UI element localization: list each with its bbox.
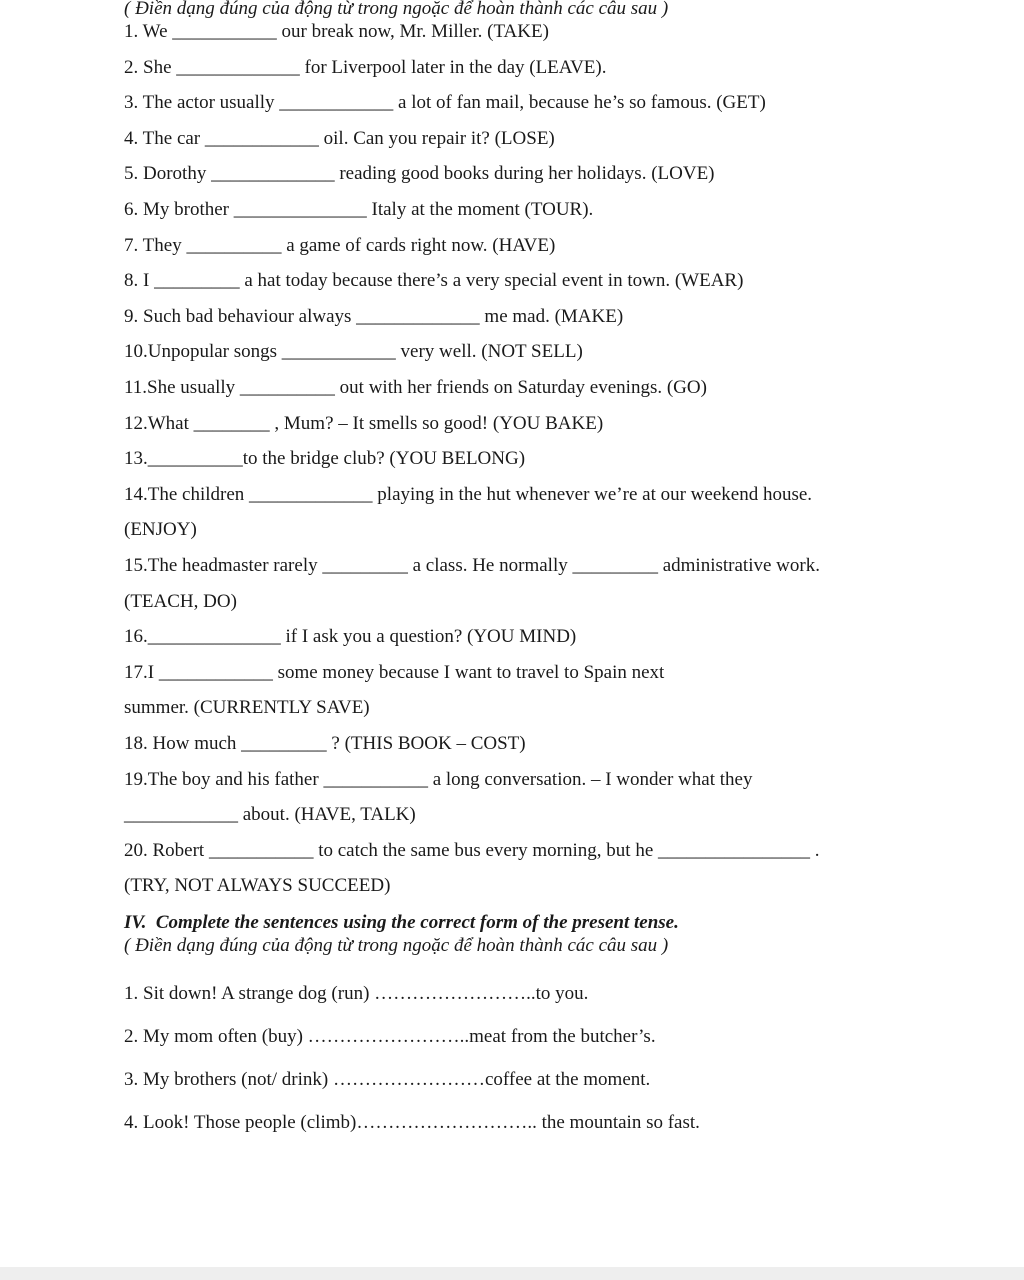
exercise-line: ____________ about. (HAVE, TALK) <box>124 804 416 825</box>
exercise-line: 3. My brothers (not/ drink) ……………………coffee at the moment. <box>124 1069 651 1090</box>
exercise-line: 16.______________ if I ask you a question? (YOU MIND) <box>124 626 577 647</box>
bottom-gray-strip <box>0 1267 1024 1280</box>
top-instruction: ( Điền dạng đúng của động từ trong ngoặc để hoàn thành các câu sau ) <box>124 0 669 19</box>
exercise-line: (TEACH, DO) <box>124 591 237 612</box>
exercise-line: 3. The actor usually ____________ a lot of fan mail, because he’s so famous. (GET) <box>124 92 766 113</box>
exercise-line: 4. Look! Those people (climb)……………………….. the mountain so fast. <box>124 1112 700 1133</box>
exercise-line: 9. Such bad behaviour always _____________ me mad. (MAKE) <box>124 306 624 327</box>
section-4-heading: IV. Complete the sentences using the correct form of the present tense. <box>124 912 679 933</box>
exercise-line: 8. I _________ a hat today because there’s a very special event in town. (WEAR) <box>124 270 744 291</box>
exercise-line: 10.Unpopular songs ____________ very well. (NOT SELL) <box>124 341 583 362</box>
exercise-line: 20. Robert ___________ to catch the same bus every morning, but he ________________ . <box>124 840 820 861</box>
exercise-line: 2. She _____________ for Liverpool later in the day (LEAVE). <box>124 57 607 78</box>
exercise-line: 14.The children _____________ playing in the hut whenever we’re at our weekend house. <box>124 484 813 505</box>
exercise-line: 15.The headmaster rarely _________ a class. He normally _________ administrative work. <box>124 555 820 576</box>
exercise-line: 12.What ________ , Mum? – It smells so good! (YOU BAKE) <box>124 413 604 434</box>
exercise-line: 1. Sit down! A strange dog (run) ……………………..to you. <box>124 983 589 1004</box>
exercise-line: 18. How much _________ ? (THIS BOOK – COST) <box>124 733 526 754</box>
exercise-line: (ENJOY) <box>124 519 197 540</box>
exercise-line: 4. The car ____________ oil. Can you repair it? (LOSE) <box>124 128 555 149</box>
exercise-line: (TRY, NOT ALWAYS SUCCEED) <box>124 875 391 896</box>
exercise-line: summer. (CURRENTLY SAVE) <box>124 697 370 718</box>
exercise-line: 17.I ____________ some money because I want to travel to Spain next <box>124 662 665 683</box>
exercise-line: 11.She usually __________ out with her friends on Saturday evenings. (GO) <box>124 377 707 398</box>
exercise-line: 5. Dorothy _____________ reading good books during her holidays. (LOVE) <box>124 163 715 184</box>
section-4-instruction: ( Điền dạng đúng của động từ trong ngoặc để hoàn thành các câu sau ) <box>124 935 669 956</box>
exercise-line: 7. They __________ a game of cards right now. (HAVE) <box>124 235 556 256</box>
exercise-line: 1. We ___________ our break now, Mr. Miller. (TAKE) <box>124 21 549 42</box>
exercise-line: 6. My brother ______________ Italy at the moment (TOUR). <box>124 199 594 220</box>
exercise-line: 13.__________to the bridge club? (YOU BELONG) <box>124 448 526 469</box>
exercise-line: 2. My mom often (buy) ……………………..meat from the butcher’s. <box>124 1026 656 1047</box>
exercise-line: 19.The boy and his father ___________ a long conversation. – I wonder what they <box>124 769 753 790</box>
